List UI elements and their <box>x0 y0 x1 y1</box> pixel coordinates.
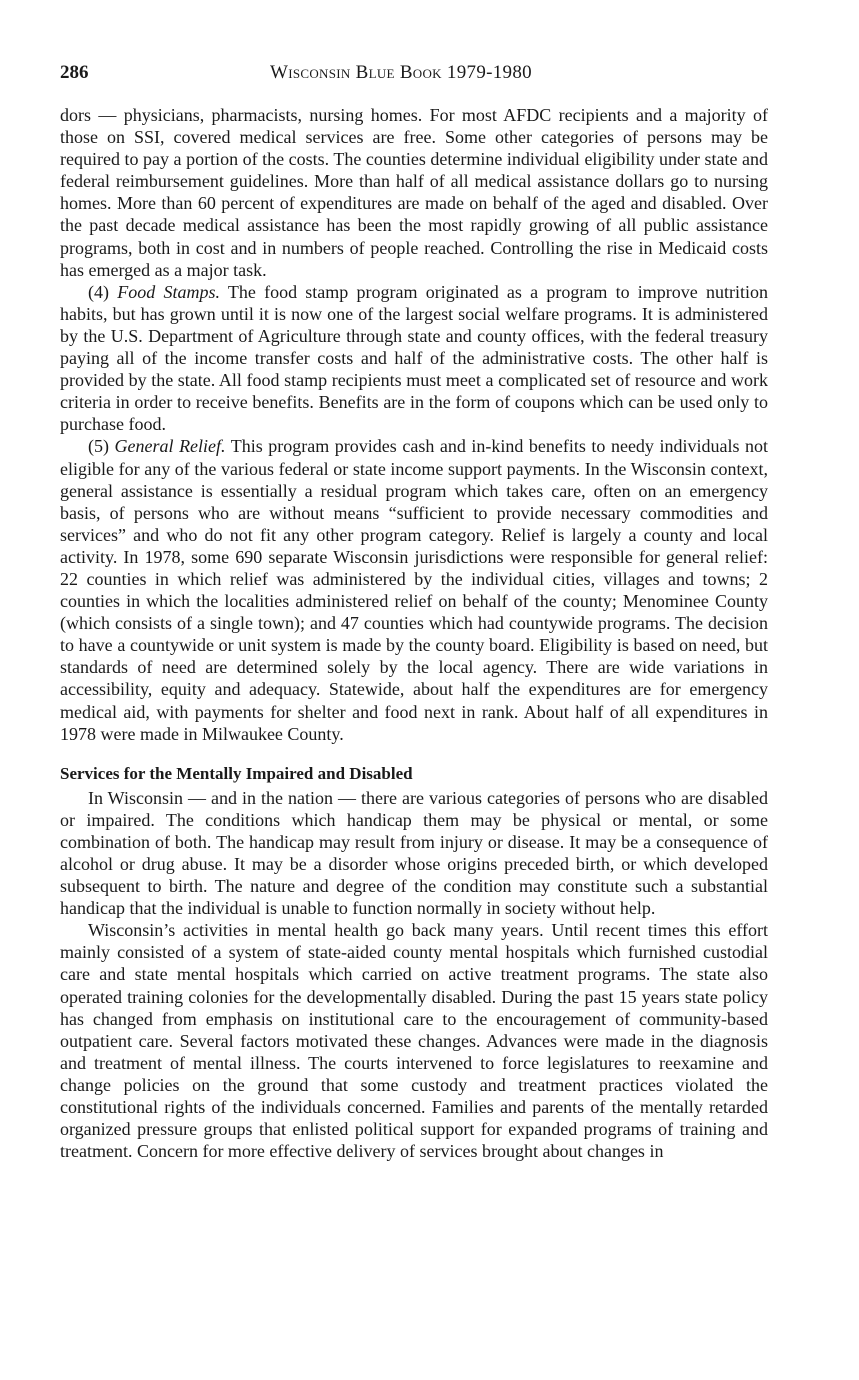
paragraph-general-relief <box>60 435 768 744</box>
paragraph-medical-assistance: dors — physicians, pharmacists, nursing homes. For most AFDC recipients and a majority of those on SSI, covered medical services are free. Some other categories of persons may be required to pay a portion of the costs. The counties determine individual eligibility under state and federal reimbursement guidelines. More than half of all medical assistance dollars go to nursing homes. More than 60 percent of expenditures are made on behalf of the aged and disabled. Over the past decade medical assistance has been the most rapidly growing of all public assistance programs, both in cost and in numbers of people reached. Controlling the rise in Medicaid costs has emerged as a major task. <box>60 105 768 280</box>
item-label-food-stamps: Food Stamps. <box>117 281 220 302</box>
paragraph-disabled-intro: In Wisconsin — and in the nation — there are various categories of persons who are disabled or impaired. The conditions which handicap them may be physical or mental, or some combination of both. The handicap may result from injury or disease. It may be a consequence of alcohol or drug abuse. It may be a disorder whose origins preceded birth, or which developed subsequent to birth. The nature and degree of the condition may constitute such a substantial handicap that the individual is unable to function normally in society without help. <box>60 787 768 919</box>
section-heading: Services for the Mentally Impaired and Disabled <box>60 763 413 783</box>
paragraph-mental-health-history: Wisconsin’s activities in mental health go back many years. Until recent times this effort mainly consisted of a system of state-aided county mental hospitals which furnished custodial care and state mental hospitals which carried on active treatment programs. The state also operated training colonies for the developmentally disabled. During the past 15 years state policy has changed from emphasis on institutional care to the encouragement of community-based outpatient care. Several factors motivated these changes. Advances were made in the diagnosis and treatment of mental illness. The courts intervened to force legislatures to reexamine and change policies on the ground that some custody and treatment practices violated the constitutional rights of the individuals concerned. Families and parents of the mentally retarded organized pressure groups that enlisted political support for expanded programs of training and treatment. Concern for more effective delivery of services brought about changes in <box>60 920 768 1162</box>
page-number: 286 <box>60 62 89 83</box>
item-label-general-relief: General Relief. <box>114 436 226 457</box>
page-header <box>60 60 768 92</box>
document-page <box>60 60 768 1162</box>
item-number: (5) <box>88 436 109 457</box>
running-head: Wisconsin Blue Book 1979-1980 <box>270 62 532 83</box>
item-body-general-relief: This program provides cash and in-kind benefits to needy individuals not eligible for any of the various federal or state income support payments. In the Wisconsin context, general assistance is essentially a residual program which takes care, often on an emergency basis, of persons who are without means “sufficient to provide necessary commodities and services” and who do not fit any other program category. Relief is largely a county and local activity. In 1978, some 690 separate Wisconsin jurisdictions were responsible for general relief: 22 counties in which relief was administered by the individual cities, villages and towns; 2 counties in which the localities administered relief on behalf of the county; Menominee County (which consists of a single town); and 47 counties which had countywide programs. The decision to have a countywide or unit system is made by the county board. Eligibility is based on need, but standards of need are determined solely by the local agency. There are wide variations in accessibility, equity and adequacy. Statewide, about half the expenditures are for emergency medical aid, with payments for shelter and food next in rank. About half of all expenditures in 1978 were made in Milwaukee County. <box>60 436 768 744</box>
item-body-food-stamps: The food stamp program originated as a program to improve nutrition habits, but has grown until it is now one of the largest social welfare programs. It is administered by the U.S. Department of Agriculture through state and county offices, with the federal treasury paying all of the income transfer costs and half of the administrative costs. The other half is provided by the state. All food stamp recipients must meet a complicated set of resource and work criteria in order to receive benefits. Benefits are in the form of coupons which can be used only to purchase food. <box>60 281 769 435</box>
body-text <box>60 104 768 1162</box>
item-number: (4) <box>88 281 109 302</box>
paragraph-food-stamps <box>60 281 768 436</box>
